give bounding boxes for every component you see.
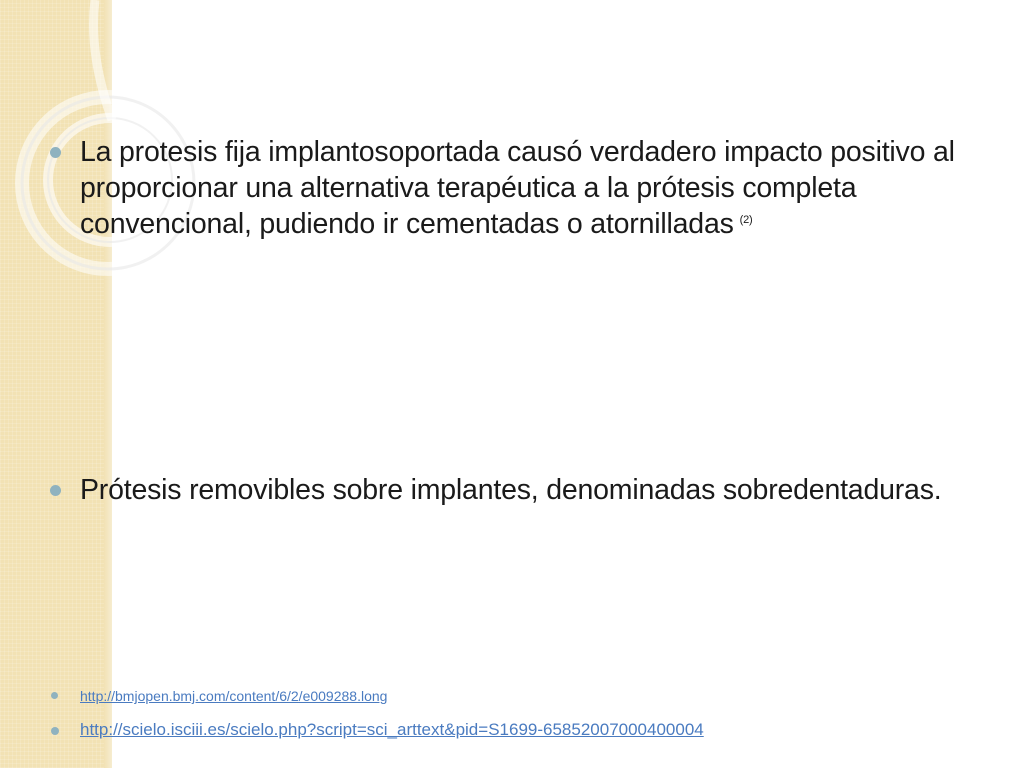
reference-link-2[interactable]: http://scielo.isciii.es/scielo.php?script=sci_arttext&pid=S1699-65852007000400004 bbox=[80, 720, 704, 739]
citation-superscript: (2) bbox=[739, 214, 753, 227]
bullet-marker-ref-2 bbox=[51, 727, 59, 735]
bullet-marker-1 bbox=[50, 147, 61, 158]
bullet-text-1-body: La protesis fija implantosoportada causó verdadero impacto positivo al proporcionar una alternativa terapéutica a la prótesis completa convencional, pudiendo ir cementadas o atornilladas bbox=[80, 136, 955, 240]
bullet-text-2 bbox=[80, 472, 1000, 508]
reference-link-1[interactable]: http://bmjopen.bmj.com/content/6/2/e009288.long bbox=[80, 688, 388, 704]
bullet-text-1 bbox=[80, 134, 1000, 242]
bullet-marker-ref-1 bbox=[51, 692, 58, 699]
bullet-marker-2 bbox=[50, 485, 61, 496]
bullet-text-2-body: Prótesis removibles sobre implantes, denominadas sobredentaduras. bbox=[80, 474, 942, 506]
